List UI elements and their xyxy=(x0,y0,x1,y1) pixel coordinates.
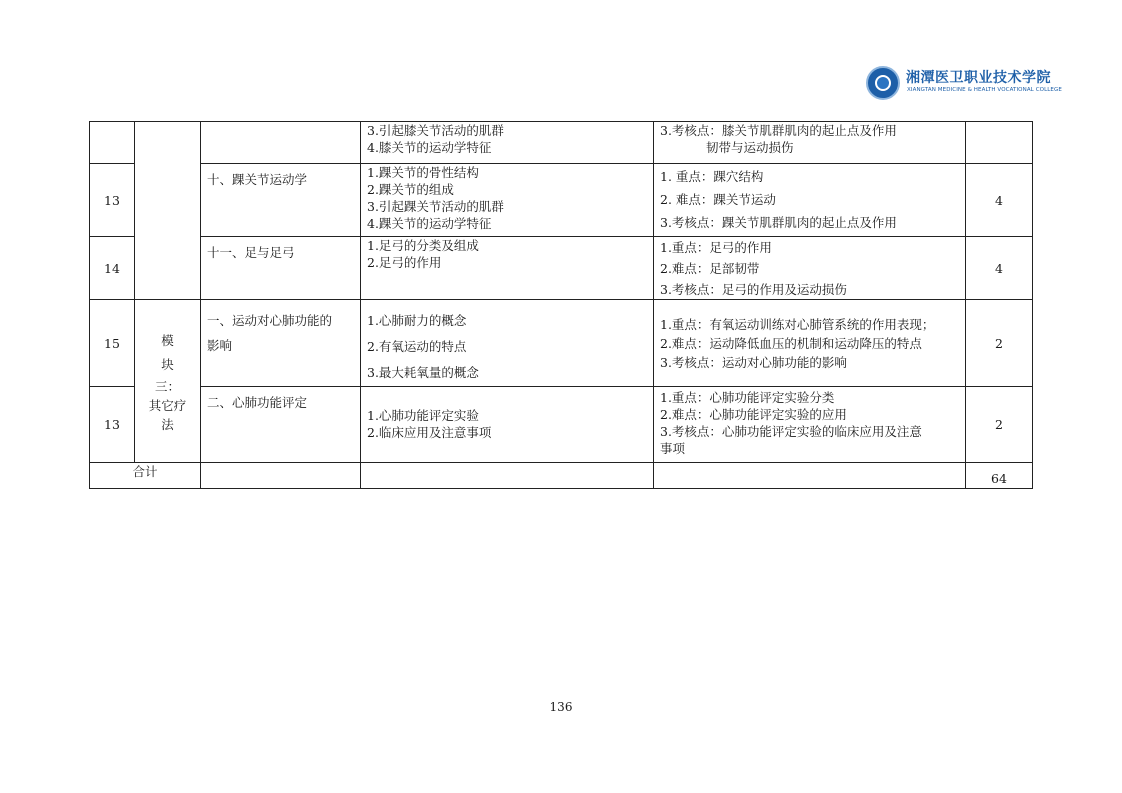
key-point-line: 3.考核点：足弓的作用及运动损伤 xyxy=(660,282,847,297)
key-point-line: 2.难点：运动降低血压的机制和运动降压的特点 xyxy=(660,336,922,351)
content-cell xyxy=(361,237,654,300)
college-logo xyxy=(866,66,1062,106)
chapter-cell xyxy=(201,122,361,164)
key-point-line: 1. 重点：踝穴结构 xyxy=(660,169,764,184)
key-point-line: 2. 难点：踝关节运动 xyxy=(660,192,776,207)
chapter-cell xyxy=(201,237,361,300)
hours-cell: 4 xyxy=(966,164,1033,237)
module-three-cell xyxy=(135,300,201,463)
content-line: 1.心肺耐力的概念 xyxy=(367,313,467,328)
key-points-cell xyxy=(654,122,966,164)
key-point-line: 3.考核点：心肺功能评定实验的临床应用及注意 xyxy=(660,424,922,439)
hours-cell: 4 xyxy=(966,237,1033,300)
key-points-cell xyxy=(654,387,966,463)
content-line: 4.膝关节的运动学特征 xyxy=(367,140,492,155)
key-point-line: 2.难点：心肺功能评定实验的应用 xyxy=(660,407,847,422)
chapter-cell xyxy=(201,387,361,463)
key-point-line: 3.考核点：运动对心肺功能的影响 xyxy=(660,355,847,370)
chapter-title: 十、踝关节运动学 xyxy=(207,172,308,187)
key-points-cell xyxy=(654,300,966,387)
content-line: 1.踝关节的骨性结构 xyxy=(367,165,479,180)
total-hours: 64 xyxy=(991,471,1007,486)
empty-cell xyxy=(361,463,654,489)
table-row xyxy=(90,387,1033,463)
content-line: 1.心肺功能评定实验 xyxy=(367,408,479,423)
chapter-cell xyxy=(201,300,361,387)
row-number-cell: 13 xyxy=(90,387,135,463)
content-line: 3.引起膝关节活动的肌群 xyxy=(367,123,504,138)
key-points-cell xyxy=(654,164,966,237)
empty-cell xyxy=(201,463,361,489)
row-number-cell: 14 xyxy=(90,237,135,300)
table-row xyxy=(90,122,1033,164)
total-row xyxy=(90,463,1033,489)
key-point-line: 1.重点：有氧运动训练对心肺管系统的作用表现； xyxy=(660,317,935,332)
hours-cell xyxy=(966,122,1033,164)
chapter-title: 二、心肺功能评定 xyxy=(207,395,308,410)
row-number-cell: 15 xyxy=(90,300,135,387)
chapter-title: 十一、足与足弓 xyxy=(207,245,295,260)
key-point-line: 1.重点：心肺功能评定实验分类 xyxy=(660,390,835,405)
hours-cell: 2 xyxy=(966,300,1033,387)
total-hours-cell xyxy=(966,463,1033,489)
content-cell xyxy=(361,164,654,237)
chapter-cell xyxy=(201,164,361,237)
chapter-title: 影响 xyxy=(207,338,233,353)
content-line: 2.有氧运动的特点 xyxy=(367,339,467,354)
key-point-line: 事项 xyxy=(660,441,686,456)
content-line: 1.足弓的分类及组成 xyxy=(367,238,479,253)
content-line: 4.踝关节的运动学特征 xyxy=(367,216,492,231)
page-number: 136 xyxy=(549,700,573,714)
key-point-line: 3.考核点：膝关节肌群肌肉的起止点及作用 xyxy=(660,123,897,138)
module-label-line: 其它疗 xyxy=(148,397,187,413)
module-cell-continued xyxy=(135,122,201,300)
content-line: 3.引起踝关节活动的肌群 xyxy=(367,199,504,214)
row-number-cell xyxy=(90,122,135,164)
total-label: 合计 xyxy=(132,464,158,479)
key-point-line: 2.难点：足部韧带 xyxy=(660,261,760,276)
key-point-line: 韧带与运动损伤 xyxy=(706,140,794,155)
college-seal-icon xyxy=(866,66,900,100)
key-points-cell xyxy=(654,237,966,300)
logo-chinese-name: 湘潭医卫职业技术学院 xyxy=(906,70,1051,86)
module-label-line: 三： xyxy=(154,378,180,394)
table-row xyxy=(90,237,1033,300)
content-cell xyxy=(361,300,654,387)
logo-english-name: XIANGTAN MEDICINE & HEALTH VOCATIONAL COLLEGE xyxy=(907,87,1062,93)
table-row xyxy=(90,164,1033,237)
content-cell xyxy=(361,387,654,463)
empty-cell xyxy=(654,463,966,489)
chapter-title: 一、运动对心肺功能的 xyxy=(207,313,333,328)
module-label-line: 法 xyxy=(161,416,174,432)
key-point-line: 1.重点：足弓的作用 xyxy=(660,240,772,255)
module-label-line: 块 xyxy=(161,356,174,372)
syllabus-table xyxy=(89,121,1033,489)
content-cell xyxy=(361,122,654,164)
key-point-line: 3.考核点：踝关节肌群肌肉的起止点及作用 xyxy=(660,215,897,230)
content-line: 2.足弓的作用 xyxy=(367,255,442,270)
content-line: 2.踝关节的组成 xyxy=(367,182,454,197)
module-label-line: 模 xyxy=(161,332,174,348)
content-line: 3.最大耗氧量的概念 xyxy=(367,365,479,380)
hours-cell: 2 xyxy=(966,387,1033,463)
table-row xyxy=(90,300,1033,387)
row-number-cell: 13 xyxy=(90,164,135,237)
total-label-cell xyxy=(90,463,201,489)
content-line: 2.临床应用及注意事项 xyxy=(367,425,492,440)
